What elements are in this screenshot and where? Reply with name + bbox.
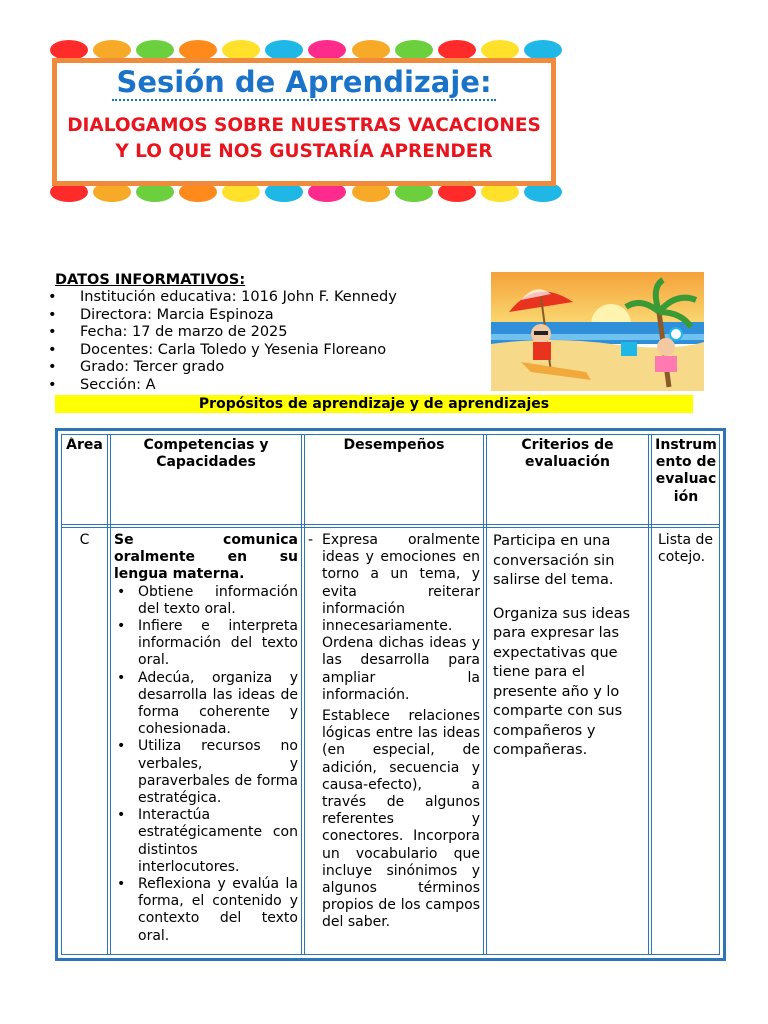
dash-marker: - [308, 532, 314, 548]
session-subtitle: DIALOGAMOS SOBRE NUESTRAS VACACIONES Y LO QUE NOS GUSTARÍA APRENDER [67, 115, 541, 162]
header-desempenos: Desempeños [343, 437, 445, 453]
desempeno-text: Establece relaciones lógicas entre las ideas (en especial, de adición, secuencia y causa-efecto), a través de algunos referentes y conectores. Incorpora un vocabulario que incluye sinónimos y algunos términos propios de los campos del saber. [322, 708, 480, 931]
capacidad-item: • Reflexiona y evalúa la forma, el contenido y contexto del texto oral. [114, 876, 298, 945]
competencia-title: Se comunica oralmente en su lengua materna. [114, 532, 298, 583]
header-competencias: Competencias y Capacidades [143, 437, 269, 471]
criterio-text: Organiza sus ideas para expresar las expectativas que tiene para el presente año y lo comparte con sus compañeros y compañeras. [493, 605, 631, 758]
capacidad-item: • Interactúa estratégicamente con distintos interlocutores. [114, 807, 298, 876]
cell-instrumento: Lista de cotejo. [658, 532, 714, 566]
capacidad-item: • Obtiene información del texto oral. [114, 584, 298, 618]
table-grid [61, 434, 720, 955]
capacidades-list [114, 584, 298, 945]
datos-item: • Fecha: 17 de marzo de 2025 [48, 324, 288, 341]
propositos-table [55, 428, 726, 961]
capacidad-item: • Infiere e interpreta información del texto oral. [114, 618, 298, 670]
datos-list [46, 289, 397, 395]
title-banner [50, 40, 562, 205]
datos-item: • Grado: Tercer grado [48, 359, 225, 376]
datos-item: • Directora: Marcia Espinoza [48, 306, 274, 323]
table-divider [62, 524, 719, 528]
desempeno-text: Expresa oralmente ideas y emociones en torno a un tema, y evita reiterar información innecesariamente. Ordena dichas ideas y las desarrolla para ampliar la información. [322, 532, 480, 703]
desempeno-item [308, 532, 480, 932]
table-divider [301, 435, 305, 954]
cell-desempenos [308, 532, 480, 954]
capacidad-item: • Utiliza recursos no verbales, y paraverbales de forma estratégica. [114, 738, 298, 807]
table-divider [648, 435, 652, 954]
cell-area: C [79, 532, 90, 548]
banner-frame [52, 58, 556, 186]
criterio-text: Participa en una conversación sin salirse del tema. [493, 533, 615, 588]
datos-heading: DATOS INFORMATIVOS: [55, 272, 246, 288]
page-title: Sesión de Aprendizaje: [57, 65, 551, 99]
header-instrumento: Instrumento de evaluación [655, 437, 717, 505]
datos-item: • Sección: A [48, 376, 156, 393]
datos-item: • Docentes: Carla Toledo y Yesenia Floreano [48, 341, 387, 358]
header-area: Área [66, 437, 103, 453]
beach-illustration [491, 272, 704, 391]
table-divider [107, 435, 111, 954]
capacidad-item: • Adecúa, organiza y desarrolla las ideas de forma coherente y cohesionada. [114, 670, 298, 739]
propositos-heading: Propósitos de aprendizaje y de aprendizajes [55, 395, 693, 413]
datos-item: • Institución educativa: 1016 John F. Kennedy [48, 289, 397, 305]
table-divider [483, 435, 487, 954]
cell-criterios [493, 532, 645, 954]
cell-competencias [114, 532, 298, 954]
header-criterios: Criterios de evaluación [521, 437, 614, 471]
